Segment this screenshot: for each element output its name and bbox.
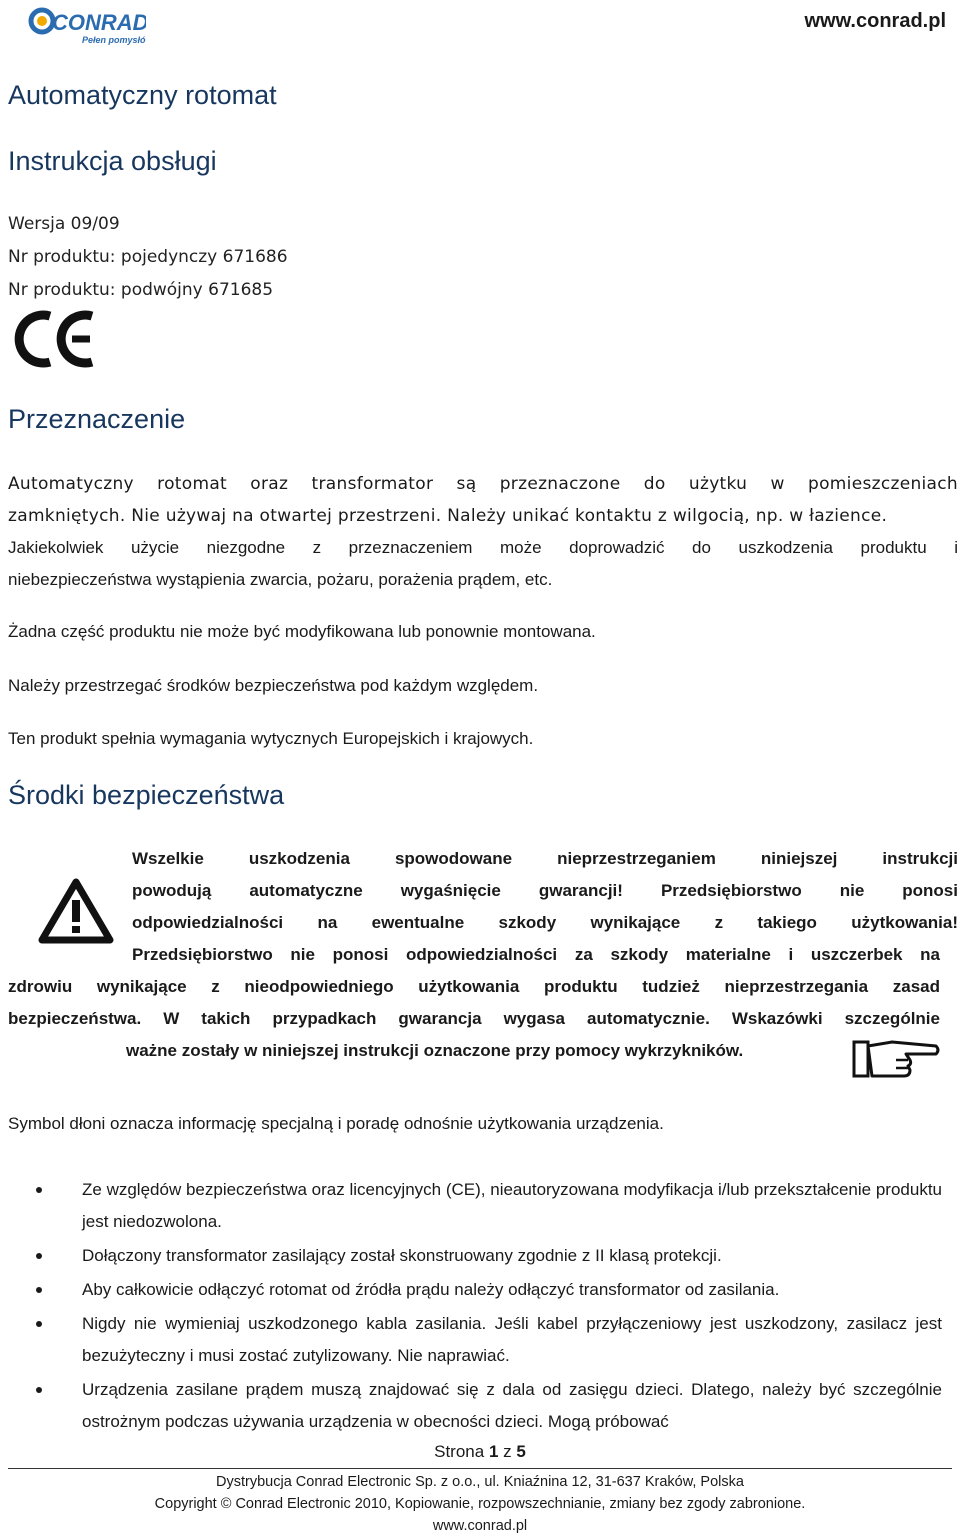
header-url[interactable]: www.conrad.pl bbox=[804, 10, 946, 32]
paragraph-line: niebezpieczeństwa wystąpienia zwarcia, pożaru, porażenia prądem, etc. bbox=[8, 570, 553, 589]
list-item bbox=[36, 1374, 942, 1438]
section-heading-purpose: Przeznaczenie bbox=[8, 404, 186, 434]
footer-divider bbox=[8, 1468, 952, 1469]
version-label: Wersja 09/09 bbox=[8, 214, 120, 234]
logo-brand-text: CONRAD bbox=[52, 10, 146, 35]
paragraph-purpose-1 bbox=[8, 468, 958, 532]
paragraph-purpose-4: Należy przestrzegać środków bezpieczeństwa pod każdym względem. bbox=[8, 676, 539, 695]
bullet-icon bbox=[36, 1187, 42, 1193]
warning-line: powodują automatyczne wygaśnięcie gwarancji! Przedsiębiorstwo nie ponosi bbox=[132, 881, 958, 900]
page-total: 5 bbox=[516, 1442, 526, 1461]
safety-bullet-list bbox=[36, 1174, 942, 1440]
ce-mark-icon bbox=[14, 308, 98, 370]
paragraph-purpose-2 bbox=[8, 532, 958, 596]
logo-tagline: Pełen pomysłów bbox=[82, 35, 146, 45]
conrad-logo bbox=[28, 6, 146, 46]
paragraph-line: zamkniętych. Nie używaj na otwartej przestrzeni. Należy unikać kontaktu z wilgocią, np. w łazience. bbox=[8, 506, 888, 526]
page-label: Strona bbox=[434, 1442, 485, 1461]
pointing-hand-icon bbox=[852, 1034, 942, 1082]
list-item-text: Dołączony transformator zasilający został skonstruowany zgodnie z II klasą protekcji. bbox=[82, 1246, 722, 1265]
footer-url[interactable]: www.conrad.pl bbox=[432, 1518, 528, 1534]
hand-symbol-note: Symbol dłoni oznacza informację specjalną i poradę odnośnie użytkowania urządzenia. bbox=[8, 1114, 664, 1133]
warning-line: ważne zostały w niniejszej instrukcji oznaczone przy pomocy wykrzykników. bbox=[126, 1041, 744, 1060]
product-number-double: Nr produktu: podwójny 671685 bbox=[8, 280, 274, 300]
warning-line: bezpieczeństwa. W takich przypadkach gwarancja wygasa automatycznie. Wskazówki szczególnie bbox=[8, 1009, 940, 1028]
page-current: 1 bbox=[488, 1442, 499, 1461]
list-item-text: Ze względów bezpieczeństwa oraz licencyjnych (CE), nieautoryzowana modyfikacja i/lub przekształcenie produktu jest niedozwolona. bbox=[82, 1180, 942, 1231]
list-item bbox=[36, 1240, 942, 1272]
warning-line: odpowiedzialności na ewentualne szkody wynikające z takiego użytkowania! bbox=[132, 913, 958, 932]
warning-line: Wszelkie uszkodzenia spowodowane nieprzestrzeganiem niniejszej instrukcji bbox=[132, 849, 958, 868]
section-heading-safety: Środki bezpieczeństwa bbox=[8, 780, 285, 810]
list-item-text: Nigdy nie wymieniaj uszkodzonego kabla zasilania. Jeśli kabel przyłączeniowy jest uszkodzony, zasilacz jest bezużyteczny i musi zostać zutylizowany. Nie naprawiać. bbox=[82, 1314, 942, 1365]
warning-line: zdrowiu wynikające z nieodpowiedniego użytkowania produktu tudzież nieprzestrzegania zasad bbox=[8, 977, 940, 996]
bullet-icon bbox=[36, 1321, 42, 1327]
bullet-icon bbox=[36, 1253, 42, 1259]
document-title: Automatyczny rotomat bbox=[8, 80, 277, 110]
footer-copyright: Copyright © Conrad Electronic 2010, Kopiowanie, rozpowszechnianie, zmiany bez zgody zabronione. bbox=[154, 1496, 806, 1512]
list-item bbox=[36, 1308, 942, 1372]
warning-block bbox=[132, 843, 958, 939]
paragraph-purpose-3: Żadna część produktu nie może być modyfikowana lub ponownie montowana. bbox=[8, 622, 596, 641]
list-item bbox=[36, 1274, 942, 1306]
warning-line: Przedsiębiorstwo nie ponosi odpowiedzialności za szkody materialne i uszczerbek na bbox=[132, 945, 940, 964]
bullet-icon bbox=[36, 1387, 42, 1393]
list-item bbox=[36, 1174, 942, 1238]
page-number bbox=[0, 1442, 960, 1462]
list-item-text: Aby całkowicie odłączyć rotomat od źródła prądu należy odłączyć transformator od zasilania. bbox=[82, 1280, 780, 1299]
document-subtitle: Instrukcja obsługi bbox=[8, 146, 217, 176]
page-of: z bbox=[503, 1442, 512, 1461]
warning-continuation bbox=[8, 939, 940, 1067]
list-item-text: Urządzenia zasilane prądem muszą znajdować się z dala od zasięgu dzieci. Dlatego, należy być szczególnie ostrożnym podczas używania urządzenia w obecności dzieci. Mogą próbować bbox=[82, 1380, 942, 1431]
warning-triangle-icon bbox=[38, 878, 114, 944]
paragraph-purpose-5: Ten produkt spełnia wymagania wytycznych Europejskich i krajowych. bbox=[8, 729, 534, 748]
paragraph-line: Automatyczny rotomat oraz transformator są przeznaczone do użytku w pomieszczeniach bbox=[8, 474, 958, 494]
paragraph-line: Jakiekolwiek użycie niezgodne z przeznaczeniem może doprowadzić do uszkodzenia produktu i bbox=[8, 538, 958, 557]
product-number-single: Nr produktu: pojedynczy 671686 bbox=[8, 247, 288, 267]
bullet-icon bbox=[36, 1287, 42, 1293]
footer-distributor: Dystrybucja Conrad Electronic Sp. z o.o., ul. Kniaźnina 12, 31-637 Kraków, Polska bbox=[216, 1474, 744, 1490]
